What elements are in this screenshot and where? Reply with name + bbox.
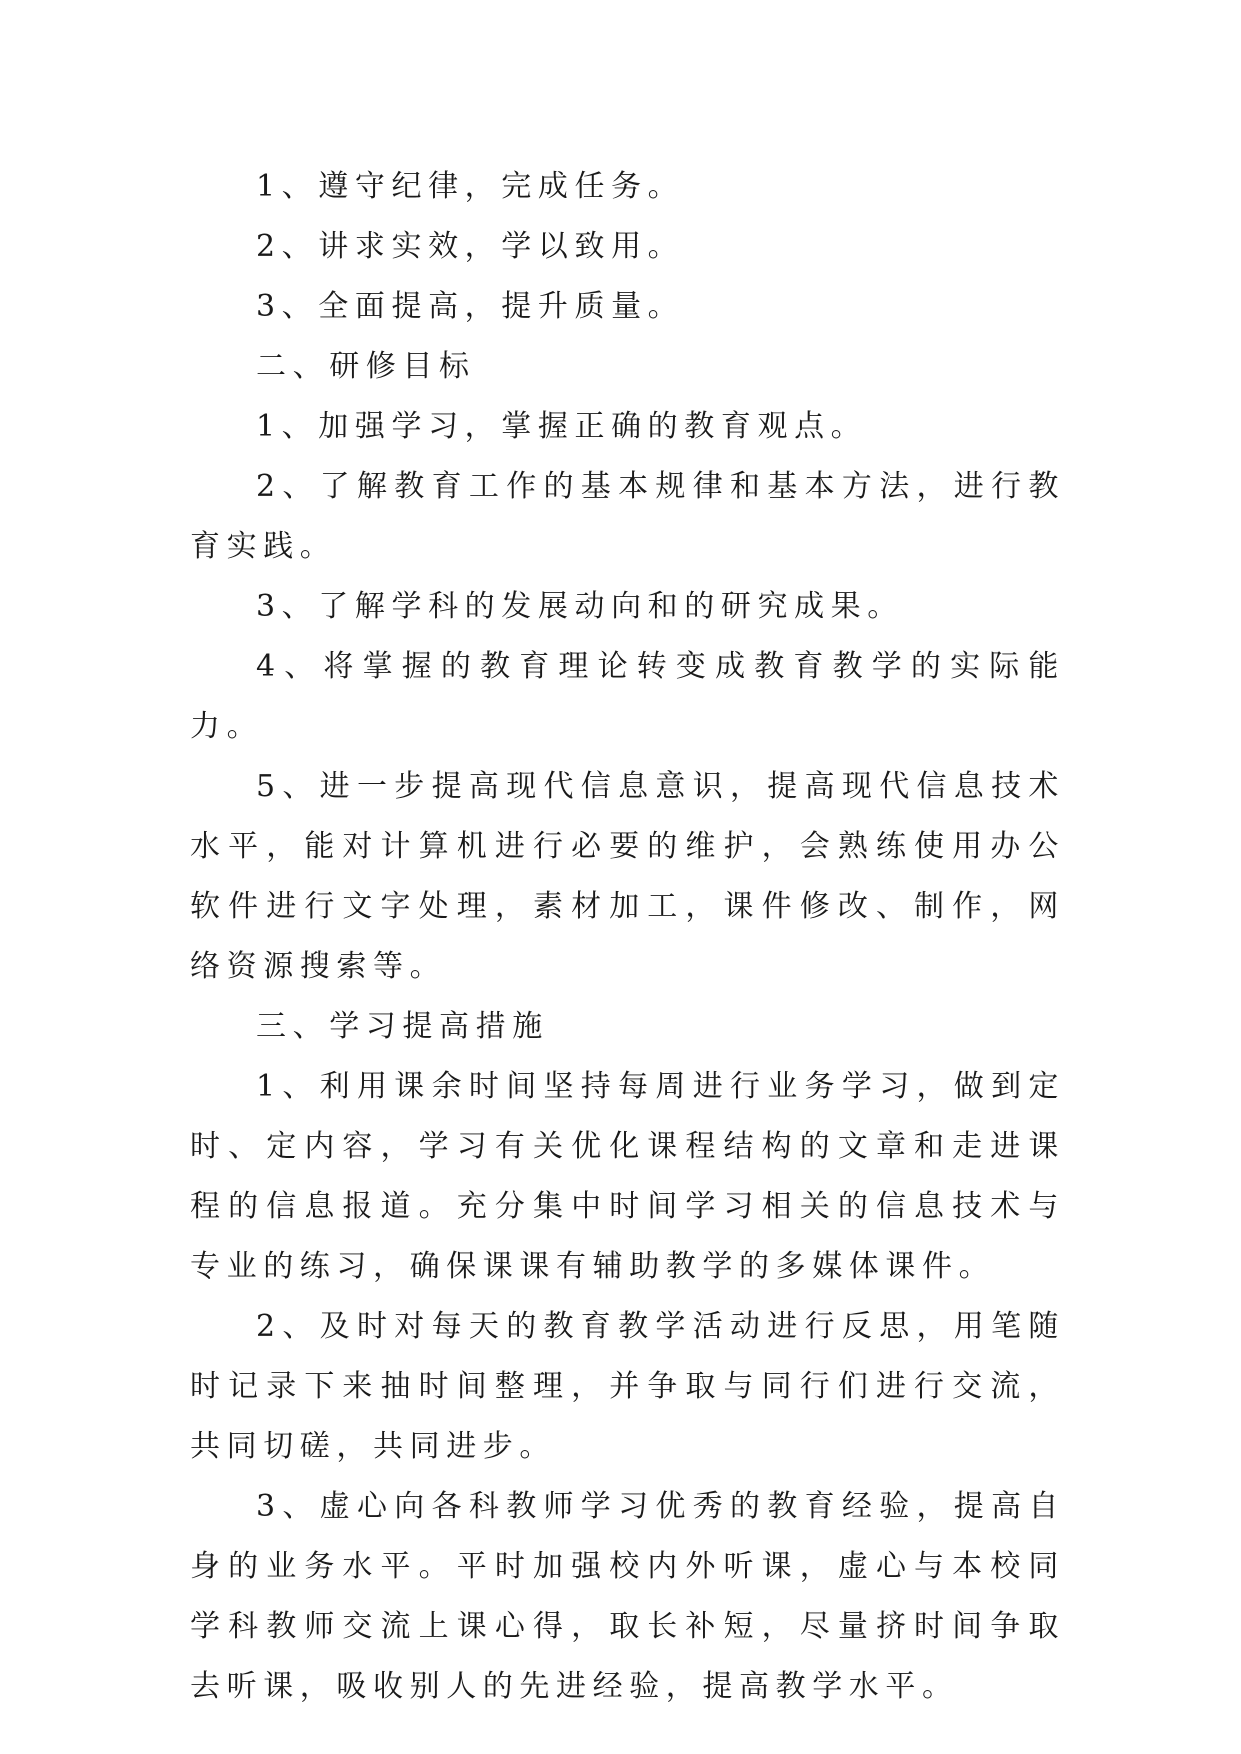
section-heading-measures: 三、学习提高措施 — [256, 1009, 549, 1044]
paragraph-goal-1: 1、加强学习，掌握正确的教育观点。 — [256, 409, 868, 444]
paragraph-goal-3: 3、了解学科的发展动向和的研究成果。 — [256, 589, 904, 624]
paragraph-measure-1: 1、利用课余时间坚持每周进行业务学习，做到定时、定内容，学习有关优化课程结构的文章和走进课程的信息报道。充分集中时间学习相关的信息技术与专业的练习，确保课课有辅助教学的多媒体课件。 — [190, 1069, 1065, 1284]
paragraph-principle-2: 2、讲求实效，学以致用。 — [256, 229, 685, 264]
paragraph-goal-2: 2、了解教育工作的基本规律和基本方法，进行教育实践。 — [190, 469, 1065, 564]
paragraph-goal-4: 4、将掌握的教育理论转变成教育教学的实际能力。 — [190, 649, 1065, 744]
paragraph-measure-3: 3、虚心向各科教师学习优秀的教育经验，提高自身的业务水平。平时加强校内外听课，虚心与本校同学科教师交流上课心得，取长补短，尽量挤时间争取去听课，吸收别人的先进经验，提高教学水平。 — [190, 1489, 1065, 1704]
paragraph-measure-2: 2、及时对每天的教育教学活动进行反思，用笔随时记录下来抽时间整理，并争取与同行们进行交流，共同切磋，共同进步。 — [190, 1309, 1065, 1464]
paragraph-principle-1: 1、遵守纪律，完成任务。 — [256, 169, 685, 204]
paragraph-goal-5: 5、进一步提高现代信息意识，提高现代信息技术水平，能对计算机进行必要的维护，会熟练使用办公软件进行文字处理，素材加工，课件修改、制作，网络资源搜索等。 — [190, 769, 1065, 984]
section-heading-goals: 二、研修目标 — [256, 349, 476, 384]
document-body — [190, 157, 1065, 1717]
paragraph-principle-3: 3、全面提高，提升质量。 — [256, 289, 685, 324]
